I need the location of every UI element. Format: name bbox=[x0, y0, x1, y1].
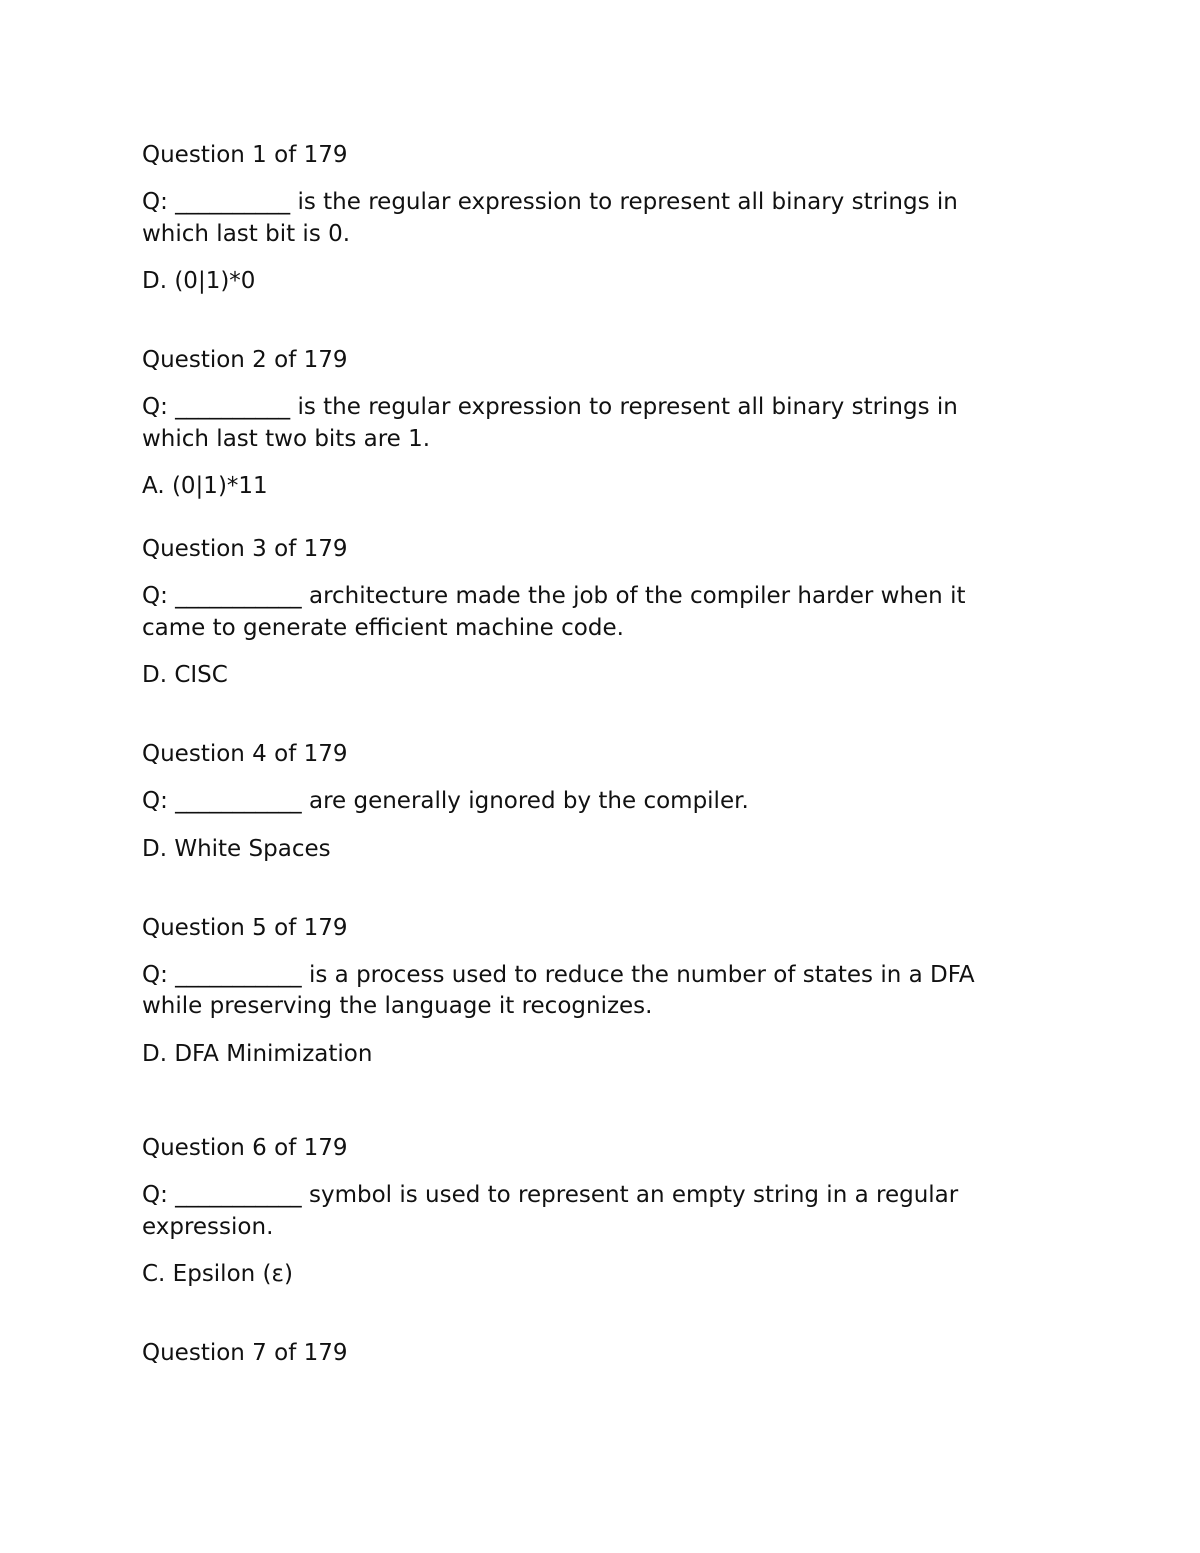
question-2-text-line-1: Q: __________ is the regular expression to represent all binary strings in bbox=[142, 394, 958, 420]
question-5-text-line-2: while preserving the language it recognizes. bbox=[142, 993, 653, 1019]
question-2-answer: A. (0|1)*11 bbox=[142, 473, 268, 499]
question-2-header: Question 2 of 179 bbox=[142, 347, 348, 373]
question-5-text-line-1: Q: ___________ is a process used to reduce the number of states in a DFA bbox=[142, 962, 975, 988]
question-6-text-line-2: expression. bbox=[142, 1214, 274, 1240]
question-6-header: Question 6 of 179 bbox=[142, 1135, 348, 1161]
question-1-header: Question 1 of 179 bbox=[142, 142, 348, 168]
question-3-text-line-2: came to generate efficient machine code. bbox=[142, 615, 624, 641]
question-6-answer: C. Epsilon (ε) bbox=[142, 1261, 293, 1287]
question-5-header: Question 5 of 179 bbox=[142, 915, 348, 941]
question-4-header: Question 4 of 179 bbox=[142, 741, 348, 767]
question-7-header: Question 7 of 179 bbox=[142, 1340, 348, 1366]
question-3-answer: D. CISC bbox=[142, 662, 228, 688]
question-2-text-line-2: which last two bits are 1. bbox=[142, 426, 431, 452]
question-1-text-line-2: which last bit is 0. bbox=[142, 221, 351, 247]
question-4-answer: D. White Spaces bbox=[142, 836, 331, 862]
question-1-answer: D. (0|1)*0 bbox=[142, 268, 256, 294]
question-4-text-line-1: Q: ___________ are generally ignored by the compiler. bbox=[142, 788, 749, 814]
question-3-text-line-1: Q: ___________ architecture made the job of the compiler harder when it bbox=[142, 583, 966, 609]
question-1-text-line-1: Q: __________ is the regular expression to represent all binary strings in bbox=[142, 189, 958, 215]
question-5-answer: D. DFA Minimization bbox=[142, 1041, 373, 1067]
question-6-text-line-1: Q: ___________ symbol is used to represent an empty string in a regular bbox=[142, 1182, 959, 1208]
question-3-header: Question 3 of 179 bbox=[142, 536, 348, 562]
